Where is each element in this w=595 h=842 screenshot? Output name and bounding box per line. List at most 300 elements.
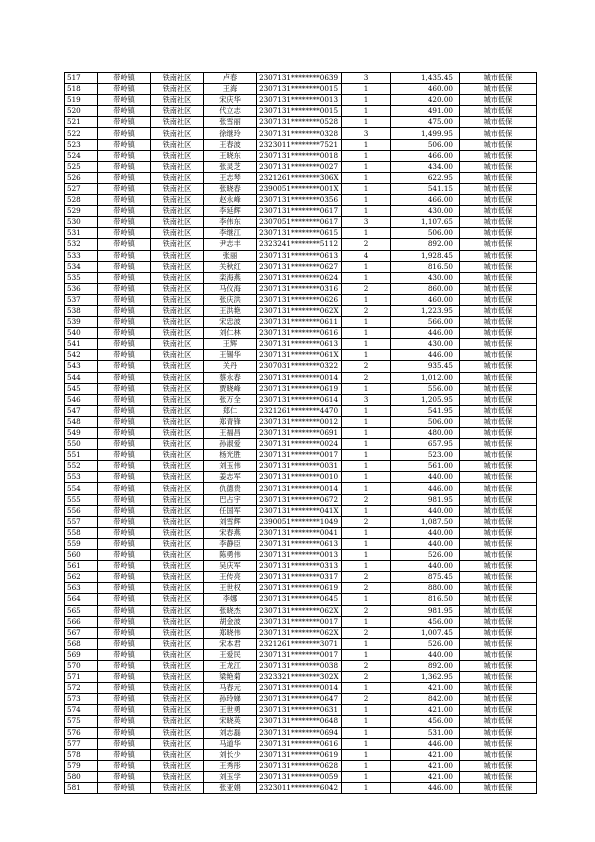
household-size-cell: 2 [342,516,391,527]
amount-cell: 440.00 [391,472,460,483]
household-size-cell: 1 [342,428,391,439]
community-cell: 铁南社区 [151,727,204,738]
name-cell: 张晓杰 [204,605,257,616]
category-cell: 城市低保 [460,350,537,361]
row-number: 575 [65,716,98,727]
amount-cell: 526.00 [391,550,460,561]
household-size-cell: 1 [342,206,391,217]
name-cell: 关秋红 [204,261,257,272]
amount-cell: 935.45 [391,361,460,372]
table-row [65,328,537,339]
category-cell: 城市低保 [460,161,537,172]
id-number-cell: 2307131********0015 [257,84,342,95]
household-size-cell: 2 [342,305,391,316]
amount-cell: 816.50 [391,261,460,272]
town-cell: 带岭镇 [98,783,151,794]
category-cell: 城市低保 [460,294,537,305]
row-number: 547 [65,405,98,416]
household-size-cell: 1 [342,561,391,572]
amount-cell: 420.00 [391,95,460,106]
row-number: 521 [65,117,98,128]
table-row [65,372,537,383]
town-cell: 带岭镇 [98,328,151,339]
name-cell: 王秀彤 [204,760,257,771]
town-cell: 带岭镇 [98,128,151,139]
amount-cell: 430.00 [391,272,460,283]
amount-cell: 506.00 [391,139,460,150]
name-cell: 宋春燕 [204,527,257,538]
category-cell: 城市低保 [460,73,537,84]
name-cell: 刘仁林 [204,328,257,339]
table-row [65,106,537,117]
id-number-cell: 2307131********0017 [257,616,342,627]
name-cell: 王洪艳 [204,305,257,316]
id-number-cell: 2323321********302X [257,672,342,683]
row-number: 563 [65,583,98,594]
town-cell: 带岭镇 [98,683,151,694]
table-row [65,561,537,572]
table-row [65,527,537,538]
community-cell: 铁南社区 [151,428,204,439]
household-size-cell: 1 [342,783,391,794]
row-number: 580 [65,771,98,782]
town-cell: 带岭镇 [98,317,151,328]
community-cell: 铁南社区 [151,239,204,250]
category-cell: 城市低保 [460,150,537,161]
community-cell: 铁南社区 [151,660,204,671]
table-row [65,183,537,194]
name-cell: 李伟东 [204,217,257,228]
name-cell: 王晓东 [204,150,257,161]
name-cell: 蔡永春 [204,372,257,383]
town-cell: 带岭镇 [98,150,151,161]
community-cell: 铁南社区 [151,283,204,294]
row-number: 538 [65,305,98,316]
amount-cell: 446.00 [391,783,460,794]
name-cell: 王世勇 [204,705,257,716]
community-cell: 铁南社区 [151,583,204,594]
town-cell: 带岭镇 [98,472,151,483]
amount-cell: 430.00 [391,206,460,217]
id-number-cell: 2307131********0616 [257,738,342,749]
town-cell: 带岭镇 [98,73,151,84]
category-cell: 城市低保 [460,405,537,416]
amount-cell: 842.00 [391,694,460,705]
amount-cell: 421.00 [391,705,460,716]
amount-cell: 1,107.65 [391,217,460,228]
town-cell: 带岭镇 [98,561,151,572]
id-number-cell: 2307131********0013 [257,95,342,106]
name-cell: 马仪海 [204,283,257,294]
community-cell: 铁南社区 [151,328,204,339]
category-cell: 城市低保 [460,505,537,516]
amount-cell: 556.00 [391,383,460,394]
town-cell: 带岭镇 [98,394,151,405]
amount-cell: 456.00 [391,716,460,727]
id-number-cell: 2307131********061X [257,350,342,361]
table-row [65,583,537,594]
town-cell: 带岭镇 [98,95,151,106]
name-cell: 王辉 [204,339,257,350]
household-size-cell: 1 [342,383,391,394]
table-row [65,305,537,316]
town-cell: 带岭镇 [98,372,151,383]
town-cell: 带岭镇 [98,660,151,671]
id-number-cell: 2307131********0014 [257,683,342,694]
table-row [65,339,537,350]
id-number-cell: 2307131********0619 [257,583,342,594]
id-number-cell: 2307131********0694 [257,727,342,738]
household-size-cell: 1 [342,461,391,472]
category-cell: 城市低保 [460,583,537,594]
household-size-cell: 2 [342,372,391,383]
table-row [65,228,537,239]
id-number-cell: 2307131********0059 [257,771,342,782]
row-number: 562 [65,572,98,583]
household-size-cell: 1 [342,106,391,117]
household-size-cell: 2 [342,583,391,594]
category-cell: 城市低保 [460,494,537,505]
id-number-cell: 2307051********0617 [257,217,342,228]
community-cell: 铁南社区 [151,627,204,638]
community-cell: 铁南社区 [151,350,204,361]
category-cell: 城市低保 [460,117,537,128]
table-row [65,760,537,771]
id-number-cell: 2307131********062X [257,627,342,638]
category-cell: 城市低保 [460,716,537,727]
row-number: 549 [65,428,98,439]
name-cell: 王春波 [204,139,257,150]
row-number: 541 [65,339,98,350]
row-number: 572 [65,683,98,694]
category-cell: 城市低保 [460,261,537,272]
id-number-cell: 2307131********0672 [257,494,342,505]
community-cell: 铁南社区 [151,294,204,305]
id-number-cell: 2307131********0328 [257,128,342,139]
household-size-cell: 1 [342,183,391,194]
id-number-cell: 2307131********0014 [257,372,342,383]
town-cell: 带岭镇 [98,84,151,95]
id-number-cell: 2307131********0615 [257,228,342,239]
household-size-cell: 1 [342,638,391,649]
row-number: 578 [65,749,98,760]
category-cell: 城市低保 [460,128,537,139]
town-cell: 带岭镇 [98,694,151,705]
row-number: 533 [65,250,98,261]
community-cell: 铁南社区 [151,317,204,328]
amount-cell: 440.00 [391,527,460,538]
amount-cell: 440.00 [391,649,460,660]
community-cell: 铁南社区 [151,616,204,627]
town-cell: 带岭镇 [98,461,151,472]
town-cell: 带岭镇 [98,672,151,683]
amount-cell: 541.95 [391,405,460,416]
row-number: 567 [65,627,98,638]
table-row [65,771,537,782]
household-size-cell: 1 [342,405,391,416]
name-cell: 徐继玲 [204,128,257,139]
community-cell: 铁南社区 [151,195,204,206]
community-cell: 铁南社区 [151,139,204,150]
household-size-cell: 2 [342,672,391,683]
town-cell: 带岭镇 [98,350,151,361]
table-row [65,672,537,683]
amount-cell: 440.00 [391,505,460,516]
table-row [65,727,537,738]
row-number: 560 [65,550,98,561]
community-cell: 铁南社区 [151,183,204,194]
row-number: 543 [65,361,98,372]
table-row [65,594,537,605]
amount-cell: 460.00 [391,294,460,305]
amount-cell: 860.00 [391,283,460,294]
table-row [65,117,537,128]
town-cell: 带岭镇 [98,139,151,150]
row-number: 552 [65,461,98,472]
name-cell: 刘长少 [204,749,257,760]
town-cell: 带岭镇 [98,771,151,782]
name-cell: 梁艳菊 [204,672,257,683]
community-cell: 铁南社区 [151,439,204,450]
id-number-cell: 2323011********6042 [257,783,342,794]
community-cell: 铁南社区 [151,550,204,561]
row-number: 539 [65,317,98,328]
name-cell: 王锡华 [204,350,257,361]
town-cell: 带岭镇 [98,638,151,649]
table-row [65,361,537,372]
household-size-cell: 1 [342,683,391,694]
name-cell: 姜志军 [204,472,257,483]
community-cell: 铁南社区 [151,516,204,527]
table-row [65,439,537,450]
household-size-cell: 1 [342,195,391,206]
name-cell: 孙玲娣 [204,694,257,705]
community-cell: 铁南社区 [151,649,204,660]
row-number: 551 [65,450,98,461]
name-cell: 刘志磊 [204,727,257,738]
name-cell: 郑青锋 [204,416,257,427]
category-cell: 城市低保 [460,428,537,439]
id-number-cell: 2307131********0647 [257,694,342,705]
household-size-cell: 1 [342,705,391,716]
amount-cell: 475.00 [391,117,460,128]
household-size-cell: 1 [342,150,391,161]
amount-cell: 446.00 [391,350,460,361]
row-number: 540 [65,328,98,339]
table-row [65,73,537,84]
community-cell: 铁南社区 [151,416,204,427]
name-cell: 王爱民 [204,649,257,660]
name-cell: 王世权 [204,583,257,594]
table-row [65,128,537,139]
name-cell: 贾晓峰 [204,383,257,394]
row-number: 559 [65,538,98,549]
amount-cell: 1,012.00 [391,372,460,383]
id-number-cell: 2307131********0624 [257,272,342,283]
row-number: 554 [65,483,98,494]
amount-cell: 434.00 [391,161,460,172]
name-cell: 刘玉学 [204,771,257,782]
id-number-cell: 2307131********062X [257,305,342,316]
id-number-cell: 2307131********0613 [257,250,342,261]
household-size-cell: 1 [342,95,391,106]
amount-cell: 440.00 [391,561,460,572]
category-cell: 城市低保 [460,627,537,638]
household-size-cell: 2 [342,605,391,616]
amount-cell: 466.00 [391,150,460,161]
amount-cell: 506.00 [391,228,460,239]
table-row [65,472,537,483]
town-cell: 带岭镇 [98,483,151,494]
row-number: 548 [65,416,98,427]
category-cell: 城市低保 [460,472,537,483]
table-row [65,405,537,416]
community-cell: 铁南社区 [151,638,204,649]
table-row [65,294,537,305]
id-number-cell: 2307131********0027 [257,161,342,172]
amount-cell: 523.00 [391,450,460,461]
table-row [65,683,537,694]
town-cell: 带岭镇 [98,594,151,605]
amount-cell: 446.00 [391,738,460,749]
amount-cell: 1,007.45 [391,627,460,638]
row-number: 569 [65,649,98,660]
household-size-cell: 1 [342,771,391,782]
community-cell: 铁南社区 [151,561,204,572]
amount-cell: 430.00 [391,339,460,350]
community-cell: 铁南社区 [151,405,204,416]
id-number-cell: 2307131********0619 [257,383,342,394]
category-cell: 城市低保 [460,283,537,294]
amount-cell: 446.00 [391,483,460,494]
category-cell: 城市低保 [460,527,537,538]
amount-cell: 460.00 [391,84,460,95]
town-cell: 带岭镇 [98,361,151,372]
town-cell: 带岭镇 [98,572,151,583]
table-row [65,272,537,283]
category-cell: 城市低保 [460,572,537,583]
row-number: 571 [65,672,98,683]
row-number: 517 [65,73,98,84]
name-cell: 郑仁 [204,405,257,416]
name-cell: 李静臣 [204,538,257,549]
id-number-cell: 2307131********0619 [257,749,342,760]
amount-cell: 816.50 [391,594,460,605]
town-cell: 带岭镇 [98,450,151,461]
name-cell: 张亚娟 [204,783,257,794]
household-size-cell: 1 [342,649,391,660]
name-cell: 宋晓英 [204,716,257,727]
name-cell: 张晓春 [204,183,257,194]
name-cell: 刘雪辉 [204,516,257,527]
community-cell: 铁南社区 [151,150,204,161]
town-cell: 带岭镇 [98,206,151,217]
community-cell: 铁南社区 [151,261,204,272]
amount-cell: 1,435.45 [391,73,460,84]
town-cell: 带岭镇 [98,439,151,450]
town-cell: 带岭镇 [98,283,151,294]
row-number: 577 [65,738,98,749]
category-cell: 城市低保 [460,594,537,605]
community-cell: 铁南社区 [151,783,204,794]
category-cell: 城市低保 [460,206,537,217]
amount-cell: 892.00 [391,239,460,250]
table-row [65,638,537,649]
household-size-cell: 2 [342,694,391,705]
table-row [65,483,537,494]
row-number: 526 [65,172,98,183]
household-size-cell: 1 [342,84,391,95]
table-row [65,150,537,161]
table-row [65,84,537,95]
table-row [65,505,537,516]
household-size-cell: 1 [342,139,391,150]
name-cell: 张灵芝 [204,161,257,172]
community-cell: 铁南社区 [151,73,204,84]
name-cell: 宋忠波 [204,317,257,328]
community-cell: 铁南社区 [151,117,204,128]
household-size-cell: 1 [342,450,391,461]
id-number-cell: 2307131********0617 [257,206,342,217]
category-cell: 城市低保 [460,239,537,250]
amount-cell: 622.95 [391,172,460,183]
household-size-cell: 1 [342,294,391,305]
table-row [65,705,537,716]
community-cell: 铁南社区 [151,228,204,239]
category-cell: 城市低保 [460,738,537,749]
category-cell: 城市低保 [460,783,537,794]
household-size-cell: 1 [342,161,391,172]
category-cell: 城市低保 [460,250,537,261]
household-size-cell: 3 [342,128,391,139]
row-number: 542 [65,350,98,361]
table-row [65,649,537,660]
town-cell: 带岭镇 [98,195,151,206]
table-row [65,250,537,261]
table-row [65,383,537,394]
town-cell: 带岭镇 [98,261,151,272]
roster-table-body [65,73,537,794]
amount-cell: 491.00 [391,106,460,117]
name-cell: 王福昌 [204,428,257,439]
row-number: 522 [65,128,98,139]
id-number-cell: 2307131********0631 [257,705,342,716]
town-cell: 带岭镇 [98,161,151,172]
household-size-cell: 1 [342,339,391,350]
roster-table [64,72,537,794]
amount-cell: 531.00 [391,727,460,738]
household-size-cell: 1 [342,439,391,450]
town-cell: 带岭镇 [98,550,151,561]
id-number-cell: 2307131********0616 [257,328,342,339]
name-cell: 王传亮 [204,572,257,583]
category-cell: 城市低保 [460,328,537,339]
amount-cell: 421.00 [391,749,460,760]
row-number: 529 [65,206,98,217]
household-size-cell: 4 [342,250,391,261]
name-cell: 仇德贵 [204,483,257,494]
category-cell: 城市低保 [460,172,537,183]
row-number: 530 [65,217,98,228]
category-cell: 城市低保 [460,672,537,683]
name-cell: 郑晓伟 [204,627,257,638]
community-cell: 铁南社区 [151,572,204,583]
name-cell: 任国军 [204,505,257,516]
town-cell: 带岭镇 [98,605,151,616]
community-cell: 铁南社区 [151,161,204,172]
community-cell: 铁南社区 [151,383,204,394]
table-row [65,738,537,749]
